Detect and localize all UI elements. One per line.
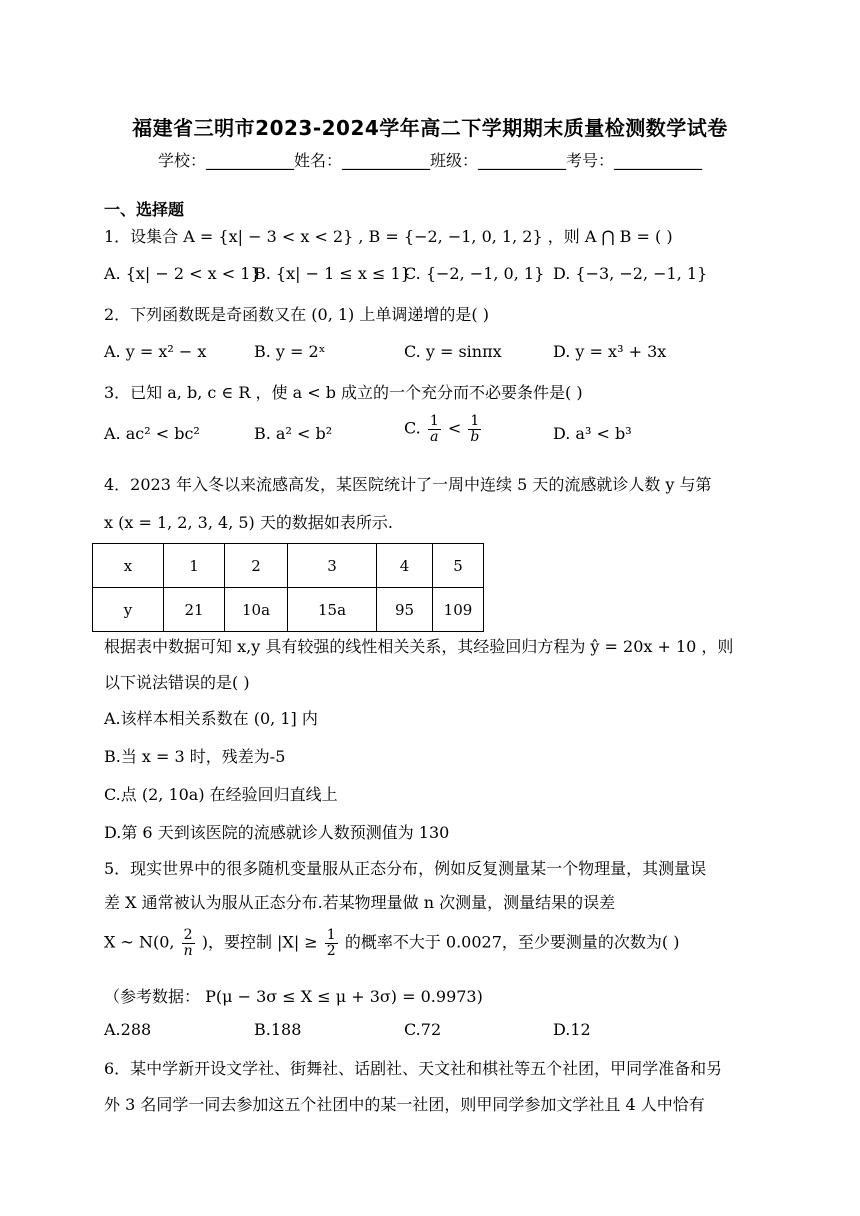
question-4-after-line-1: 根据表中数据可知 x,y 具有较强的线性相关关系，其经验回归方程为 ŷ = 20x + 10 ，则	[104, 637, 734, 656]
question-2-option-c: C. y = sinπx	[404, 342, 502, 361]
question-6-stem-line-1: 6．某中学新开设文学社、街舞社、话剧社、天文社和棋社等五个社团，甲同学准备和另	[104, 1059, 723, 1078]
table-cell: 10a	[225, 588, 288, 632]
option-c-label: C.	[404, 418, 421, 438]
question-3-stem: 3．已知 a, b, c ∈ R ，使 a < b 成立的一个充分而不必要条件是( )	[104, 383, 583, 402]
question-5-stem-line-2: 差 X 通常被认为服从正态分布.若某物理量做 n 次测量，测量结果的误差	[104, 893, 616, 912]
question-1-option-d: D. {−3, −2, −1, 1}	[553, 264, 708, 283]
question-2-option-d: D. y = x³ + 3x	[553, 342, 667, 361]
question-5-option-a: A.288	[104, 1020, 152, 1039]
section-heading: 一、选择题	[104, 200, 185, 219]
question-4-stem-line-1: 4．2023 年入冬以来流感高发，某医院统计了一周中连续 5 天的流感就诊人数 y 与第	[104, 475, 712, 494]
table-row-y	[93, 588, 484, 632]
question-1-option-a: A. {x| − 2 < x < 1}	[104, 264, 261, 283]
fraction-1-over-b: $\frac{1}{b}$	[470, 413, 480, 445]
fraction-1-over-2: $\frac{1}{2}$	[326, 927, 336, 959]
fraction-1-over-a: $\frac{1}{a}$	[429, 413, 439, 445]
less-than-sign: <	[447, 418, 462, 438]
question-5-option-c: C.72	[404, 1020, 442, 1039]
table-cell: 15a	[288, 588, 377, 632]
question-6-stem-line-2: 外 3 名同学一同去参加这五个社团中的某一社团，则甲同学参加文学社且 4 人中恰有	[104, 1095, 705, 1114]
question-4-option-c: C.点 (2, 10a) 在经验回归直线上	[104, 785, 338, 804]
question-4-after-line-2: 以下说法错误的是( )	[104, 673, 250, 692]
page-title: 福建省三明市2023-2024学年高二下学期期末质量检测数学试卷	[132, 116, 728, 140]
question-4-option-a: A.该样本相关系数在 (0, 1] 内	[104, 709, 318, 728]
table-cell: 95	[377, 588, 433, 632]
question-3-option-a: A. ac² < bc²	[104, 424, 200, 443]
table-cell: 109	[433, 588, 484, 632]
table-cell: 2	[225, 544, 288, 588]
question-4-option-b: B.当 x = 3 时，残差为-5	[104, 747, 286, 766]
question-2-option-a: A. y = x² − x	[104, 342, 207, 361]
table-cell: x	[93, 544, 164, 588]
table-row-x	[93, 544, 484, 588]
table-cell: 5	[433, 544, 484, 588]
table-cell: 1	[164, 544, 225, 588]
question-1-option-c: C. {−2, −1, 0, 1}	[404, 264, 545, 283]
question-3-option-d: D. a³ < b³	[553, 424, 632, 443]
question-1-stem: 1．设集合 A = {x| − 3 < x < 2} , B = {−2, −1, 0, 1, 2} ，则 A ⋂ B = ( )	[104, 227, 673, 246]
question-5-option-b: B.188	[254, 1020, 302, 1039]
student-info-line: 学校：___________姓名：___________班级：___________考号：___________	[157, 151, 702, 170]
question-5-stem-line-1: 5．现实世界中的很多随机变量服从正态分布，例如反复测量某一个物理量，其测量误	[104, 859, 707, 878]
question-1-option-b: B. {x| − 1 ≤ x ≤ 1}	[254, 264, 411, 283]
question-4-stem-line-2: x (x = 1, 2, 3, 4, 5) 天的数据如表所示.	[104, 513, 393, 532]
table-cell: 21	[164, 588, 225, 632]
question-2-option-b: B. y = 2ˣ	[254, 342, 326, 361]
question-5-reference-data: （参考数据： P(μ − 3σ ≤ X ≤ μ + 3σ) = 0.9973)	[104, 987, 483, 1006]
table-cell: 4	[377, 544, 433, 588]
table-cell: 3	[288, 544, 377, 588]
question-3-option-c	[404, 414, 483, 444]
question-3-option-b: B. a² < b²	[254, 424, 333, 443]
fraction-2-over-n: $\frac{2}{n}$	[183, 927, 193, 959]
table-cell: y	[93, 588, 164, 632]
question-2-stem: 2．下列函数既是奇函数又在 (0, 1) 上单调递增的是( )	[104, 305, 489, 324]
question-5-option-d: D.12	[553, 1020, 591, 1039]
data-table	[92, 543, 484, 632]
question-4-option-d: D.第 6 天到该医院的流感就诊人数预测值为 130	[104, 823, 450, 842]
question-5-stem-line-3: X ~ N(0, $\frac{2}{n}$ )，要控制 |X| ≥ $\frac{1}{2}$ 的概率不大于 0.0027，至少要测量的次数为( )	[104, 927, 680, 959]
